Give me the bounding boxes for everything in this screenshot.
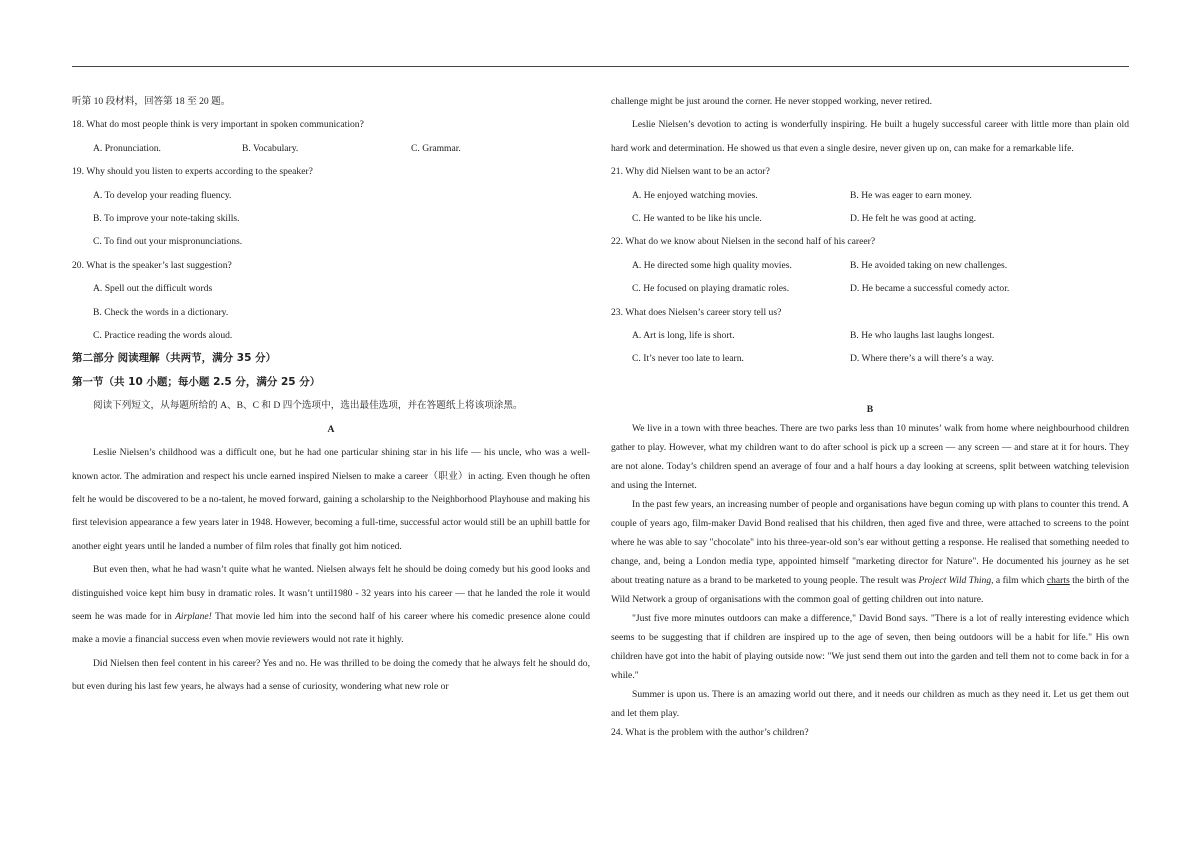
option-c: C. He focused on playing dramatic roles. [632, 283, 790, 295]
option-a: A. Pronunciation. [93, 142, 161, 154]
option-b: B. He who laughs last laughs longest. [850, 330, 995, 342]
header-rule [72, 66, 1129, 67]
option-a: A. To develop your reading fluency. [93, 189, 232, 201]
option-b: B. To improve your note-taking skills. [93, 213, 240, 225]
option-a: A. He enjoyed watching movies. [632, 189, 758, 201]
question-19: 19. Why should you listen to experts according to the speaker? [72, 166, 313, 178]
left-column [72, 90, 590, 699]
option-c: C. It’s never too late to learn. [632, 353, 744, 365]
question-23: 23. What does Nielsen’s career story tell us? [611, 306, 782, 318]
paragraph-text: In the past few years, an increasing number of people and organisations have begun coming up with plans to counter this trend. A couple of years ago, film-maker David Bond realised that his children, then aged five and three, were attached to screens to the point where he was able to say "chocolate" into his three-year-old son’s ear without getting a response. He realised that something needed to change, and, being a London media type, appointed himself "marketing director for Nature". He documented his journey as he set about treating nature as a brand to be marketed to young people. The result was [611, 499, 1129, 586]
passage-a-paragraph-1: Leslie Nielsen’s childhood was a difficult one, but he had one particular shining star in his life — his uncle, who was a well-known actor. The admiration and respect his uncle earned inspired Nielsen to make a career（职业）in acting. Even though he often felt he would be discovered to be a no-talent, he moved forward, gaining a scholarship to the Neighborhood Playhouse and making his first television appearance a few years later in 1948. However, becoming a full-time, successful actor would still be an uphill battle for another eight years until he landed a number of film roles that finally got him noticed. [72, 447, 590, 552]
question-21-options-ab [611, 184, 1129, 207]
option-b: B. He was eager to earn money. [850, 189, 972, 201]
question-24: 24. What is the problem with the author’s children? [611, 727, 809, 738]
option-c: C. To find out your mispronunciations. [93, 236, 243, 248]
paragraph-text: , a film which [991, 575, 1047, 586]
passage-b-paragraph-3: "Just five more minutes outdoors can make a difference," David Bond says. "There is a lot of really interesting evidence which seems to be suggesting that if children are inspired up to the age of seven, then being outdoors will be a habit for life." His own children have got into the habit of playing outside now: "We just send them out into the garden and tell them not to come back in for a while." [611, 613, 1129, 681]
section-one-heading: 第一节（共 10 小题；每小题 2.5 分，满分 25 分） [72, 375, 321, 388]
option-a: A. Spell out the difficult words [93, 283, 213, 295]
listening-intro: 听第 10 段材料，回答第 18 至 20 题。 [72, 96, 231, 107]
paragraph-text: the birth of the Wild Network a group of organisations with the common goal of getting children out into nature. [611, 575, 1129, 605]
option-b: B. Check the words in a dictionary. [93, 306, 229, 318]
passage-b-paragraph-1: We live in a town with three beaches. There are two parks less than 10 minutes’ walk from home where neighbourhood children gather to play. However, what my children want to do after school is pick up a screen — any screen — and stare at it for hours. They are not alone. Today’s children spend an average of four and a half hours a day looking at screens, split between watching television and using the Internet. [611, 423, 1129, 491]
passage-a-paragraph-2 [72, 558, 590, 652]
question-21-options-cd [611, 207, 1129, 230]
option-d: D. Where there’s a will there’s a way. [850, 353, 994, 365]
option-c: C. He wanted to be like his uncle. [632, 213, 762, 225]
option-d: D. He felt he was good at acting. [850, 213, 977, 225]
passage-a-continued: challenge might be just around the corner. He never stopped working, never retired. [611, 96, 933, 107]
paragraph-text: But even then, what he had wasn’t quite what he wanted. Nielsen always felt he should be doing comedy but his good looks and distinguished voice kept him busy in dramatic roles. It wasn’t until1980 - 32 years into his career — that he landed the role it would seem he was made for in [72, 564, 590, 622]
passage-b [611, 400, 1129, 742]
paragraph-text: That movie led him into the second half of his career where his comedic presence alone could make a movie a financial success even when movie reviewers would not rate it highly. [72, 610, 590, 646]
option-a: A. Art is long, life is short. [632, 330, 735, 342]
option-a: A. He directed some high quality movies. [632, 259, 792, 271]
question-23-options-ab [611, 324, 1129, 347]
question-22-options-ab [611, 254, 1129, 277]
option-b: B. Vocabulary. [242, 142, 299, 154]
passage-b-label: B [866, 404, 874, 415]
underlined-word: charts [1046, 575, 1070, 586]
option-c: C. Practice reading the words aloud. [93, 330, 233, 342]
option-d: D. He became a successful comedy actor. [850, 283, 1010, 295]
film-title: Airplane! [175, 610, 212, 622]
option-b: B. He avoided taking on new challenges. [850, 259, 1008, 271]
passage-b-paragraph-2 [611, 495, 1129, 609]
passage-a-paragraph-4: Leslie Nielsen’s devotion to acting is wonderfully inspiring. He built a hugely successful career with little more than plain old hard work and determination. He showed us that even a single desire, never given up on, can make for a remarkable life. [611, 119, 1129, 154]
film-title: Project Wild Thing [918, 575, 992, 586]
right-column [611, 90, 1129, 371]
question-20: 20. What is the speaker’s last suggestion? [72, 259, 232, 271]
question-23-options-cd [611, 347, 1129, 370]
reading-instruction: 阅读下列短文，从每题所给的 A、B、C 和 D 四个选项中，选出最佳选项，并在答题纸上将该项涂黑。 [93, 400, 523, 412]
part-two-heading: 第二部分 阅读理解（共两节，满分 35 分） [72, 352, 277, 365]
question-22-options-cd [611, 277, 1129, 300]
option-c: C. Grammar. [411, 142, 461, 154]
passage-a-paragraph-3: Did Nielsen then feel content in his career? Yes and no. He was thrilled to be doing the comedy that he always felt he should do, but even during his last few years, he always had a sense of curiosity, wondering what new role or [72, 657, 590, 693]
question-18: 18. What do most people think is very important in spoken communication? [72, 119, 364, 131]
passage-a-label: A [327, 423, 335, 435]
question-21: 21. Why did Nielsen want to be an actor? [611, 166, 770, 178]
question-22: 22. What do we know about Nielsen in the second half of his career? [611, 236, 876, 248]
passage-b-paragraph-4: Summer is upon us. There is an amazing world out there, and it needs our children as much as they need it. Let us get them out and let them play. [611, 689, 1129, 719]
question-18-options [72, 137, 590, 160]
